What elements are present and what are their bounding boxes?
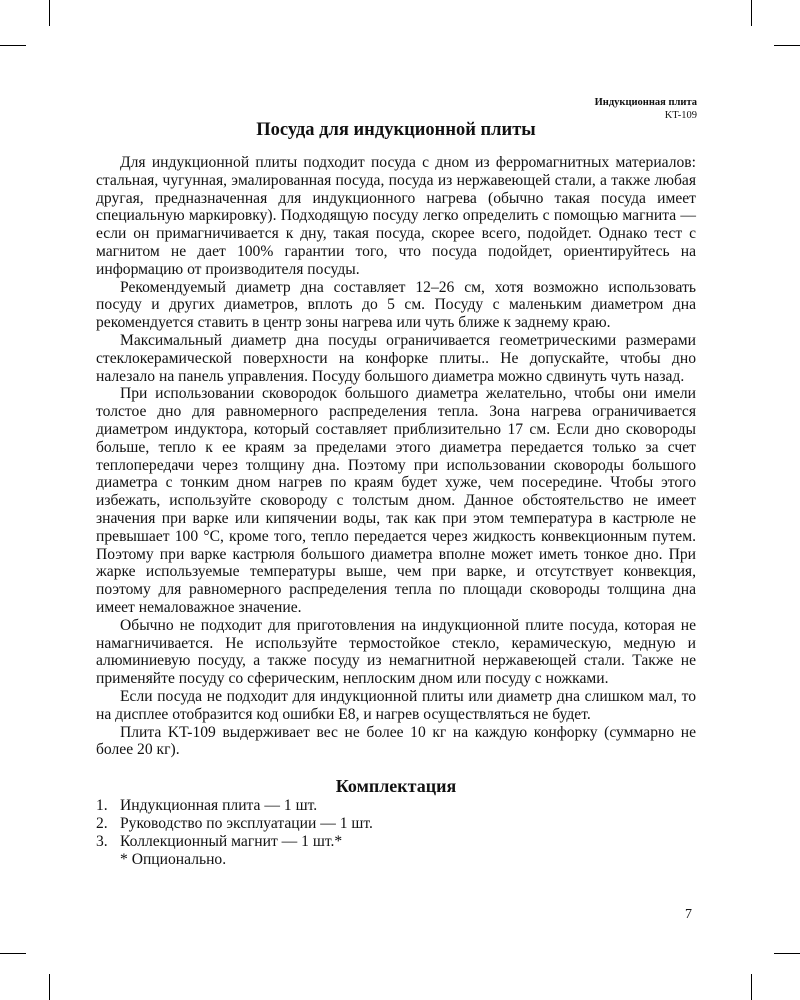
crop-mark [0,953,26,954]
list-item [96,833,373,851]
item-text: Коллекционный магнит — 1 шт.* [120,832,343,850]
paragraph: Для индукционной плиты подходит посуда с дном из ферромагнитных материалов: стальная, чугунная, эмалированная посуда, посуда из нержавеющей стали, а также любая другая, предназначенная для индукционного нагрева (обычно такая посуда имеет специальную маркировку). Подходящую посуду легко определить с помощью магнита — если он примагничивается к дну, такая посуда, скорее всего, подойдет. Однако тест с магнитом не дает 100% гарантии того, что посуда подойдет, ориентируйтесь на информацию от производителя посуды. [96,154,696,278]
header-model: KT-109 [664,110,697,121]
running-head [595,96,697,122]
page-title: Посуда для индукционной плиты [256,120,536,140]
body-text [96,154,696,759]
kit-title: Комплектация [335,776,457,796]
list-item [96,797,373,815]
crop-mark [49,0,50,26]
item-number: 2. [96,814,108,832]
crop-mark [774,953,800,954]
crop-mark [49,974,50,1000]
item-number: 1. [96,797,108,814]
footnote: * Опционально. [120,851,227,868]
paragraph: Рекомендуемый диаметр дна составляет 12–26 см, хотя возможно использовать посуду и других диаметров, вплоть до 5 см. Посуду с маленьким диаметром дна рекомендуется ставить в центр зоны нагрева или чуть ближе к заднему краю. [96,278,696,332]
crop-mark [774,45,800,46]
paragraph: Если посуда не подходит для индукционной плиты или диаметр дна слишком мал, то на дисплее отобразится код ошибки E8, и нагрев осуществляться не будет. [96,687,696,723]
paragraph: Максимальный диаметр дна посуды ограничивается геометрическими размерами стеклокерамической поверхности на конфорке плиты.. Не допускайте, чтобы дно налезало на панель управления. Посуду большого диаметра можно сдвинуть чуть назад. [96,331,696,385]
item-text: Руководство по эксплуатации — 1 шт. [120,814,373,832]
list-item [96,815,373,833]
paragraph: При использовании сковородок большого диаметра желательно, чтобы они имели толстое дно для равномерного распределения тепла. Зона нагрева ограничивается диаметром индуктора, который составляет приблизительно 17 см. Если дно сковороды больше, тепло к ее краям за пределами этого диаметра передается только за счет теплопередачи через толщину дна. Поэтому при использовании сковороды большого диаметра с тонким дном нагрев по краям будет хуже, чем посередине. Чтобы этого избежать, используйте сковороду с толстым дном. Данное обстоятельство не имеет значения при варке или кипячении воды, так как при этом температура в кастрюле не превышает 100 °C, кроме того, тепло передается через жидкость конвекционным путем. Поэтому при варке кастрюля большого диаметра вполне может иметь тонкое дно. При жарке используемые температуры выше, чем при варке, и отсутствует конвекция, поэтому для равномерного распределения тепла по площади сковороды толщина дна имеет немаловажное значение. [96,385,696,616]
page-number: 7 [685,907,692,922]
paragraph: Плита KT-109 выдерживает вес не более 10 кг на каждую конфорку (суммарно не более 20 кг). [96,723,696,759]
item-text: Индукционная плита — 1 шт. [120,797,318,814]
kit-list [96,797,373,850]
paragraph: Обычно не подходит для приготовления на индукционной плите посуда, которая не намагничивается. Не используйте термостойкое стекло, керамическую, медную и алюминиевую посуду, а также посуду из немагнитной нержавеющей стали. Также не применяйте посуду со сферическим, неплоским дном или посуду с ножками. [96,616,696,688]
crop-mark [0,45,26,46]
crop-mark [751,974,752,1000]
item-number: 3. [96,832,108,850]
header-product: Индукционная плита [594,97,697,108]
crop-mark [751,0,752,26]
